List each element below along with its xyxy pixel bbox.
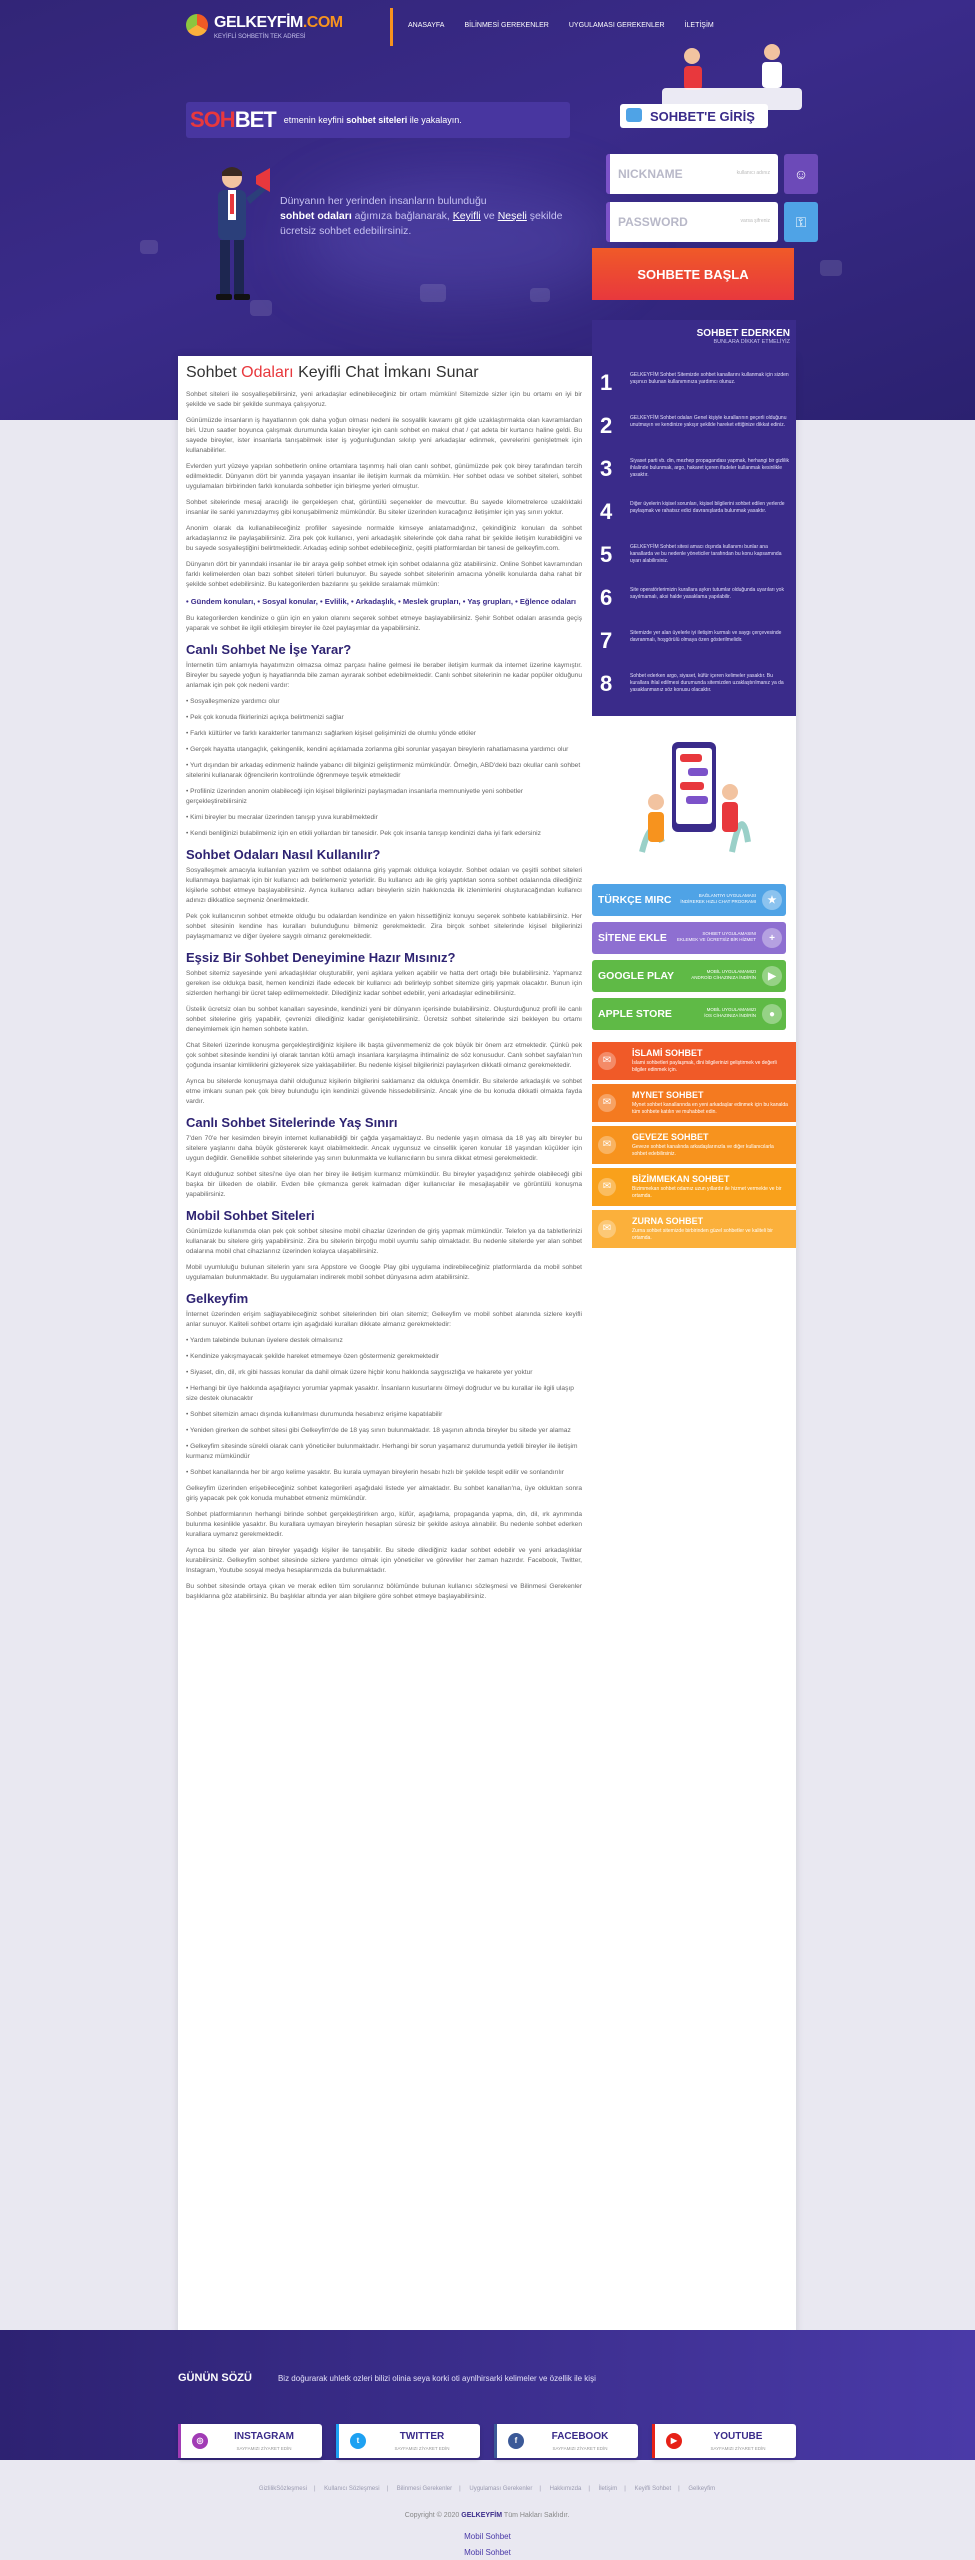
rule-item: 1 GELKEYFİM Sohbet Sitemizde sohbet kanallarını kullanmak için sizden yaşınızı bulunan kullanımınıza yardımcı olunuz. xyxy=(600,370,789,395)
list-item: • Siyaset, din, dil, ırk gibi hassas konular da dahil olmak üzere hiçbir konu hakkında saygısızlığa ve hakarete yer yoktur xyxy=(186,1369,533,1376)
store-link-apple-store[interactable]: APPLE STORE MOBİL UYGULAMAMIZI İOS CİHAZINIZA İNDİRİN ● xyxy=(592,998,786,1030)
paragraph: Bu sohbet sitesinde ortaya çıkan ve merak edilen tüm sorularınız bölümünde bulunan kullanıcı sözleşmesi ve Bilinmesi Gerekenler başlıklarına göz atabilirsiniz. Bu başlıklar altında yer alan bilgilere göre sohbet etmeye başlayabilirsiniz. xyxy=(186,1583,582,1600)
phone-chat-illustration xyxy=(632,732,752,872)
start-chat-button[interactable]: SOHBETE BAŞLA xyxy=(592,248,794,300)
megaphone-person-illustration xyxy=(192,158,272,308)
section-heading: Mobil Sohbet Siteleri xyxy=(186,1208,315,1223)
rule-item: 8 Sohbet ederken argo, siyaset, küfür içeren kelimeler yasaktır. Bu kurallara ihlal edilmesi durumunda sitemizden uzaklaştırılmanız ya da yasaklanmanız söz konusu olacaktır. xyxy=(600,671,784,696)
hero-tagline-post: ile yakalayın. xyxy=(407,115,462,125)
footer-link[interactable]: Uygulaması Gerekenler xyxy=(469,2486,533,2492)
rule-item: 3 Siyaset parti vb. din, mezhep propagandası yapmak, herhangi bir gizlilik ihlalinde bulunmak, argo, hakaret içeren ifadeler kullanmak kesinlikle yasaktır. xyxy=(600,456,789,481)
chat-icon: ✉ xyxy=(598,1178,616,1196)
hero-tagline-box xyxy=(186,102,570,138)
paragraph: Üstelik ücretsiz olan bu sohbet kanalları sayesinde, kendinizi yeni bir dünyanın içerisinde bulabilirsiniz. Oluşturduğunuz profil ile canlı sohbet sitelerine giriş yapabilir, çevrenizi dilediğiniz kadar genişletebilirsiniz. Ücretsiz sohbet sitelerinde sizi bekleyen bu ortamı deneyimlemek için hemen sohbete katılın. xyxy=(186,1006,582,1033)
hero-tagline xyxy=(284,115,462,125)
store-link-turkce-mirc[interactable]: TÜRKÇE MIRC BAĞLANTIYI UYGULAMASI İNDİREREK HIZLI CHAT PROGRAMI ★ xyxy=(592,884,786,916)
facebook-icon: f xyxy=(508,2433,524,2449)
channel-zurna[interactable]: ✉ ZURNA SOHBET Zurna sohbet sitemizde birbirinden güzel sohbetler ve kaliteli bir ortamda. xyxy=(592,1210,796,1250)
star-icon: ★ xyxy=(762,890,782,910)
benefit-list xyxy=(186,697,582,839)
social-links xyxy=(178,2424,796,2462)
list-item: • Yardım talebinde bulunan üyelere destek olmalısınız xyxy=(186,1337,343,1344)
list-item: • Kendinize yakışmayacak şekilde hareket etmemeye özen göstermeniz gerekmektedir xyxy=(186,1353,439,1360)
chat-icon: ✉ xyxy=(598,1094,616,1112)
password-hint: varsa şifreniz xyxy=(740,218,770,224)
list-item: • Sosyalleşmenize yardımcı olur xyxy=(186,698,280,705)
logo-brand: GELKEYFİM xyxy=(214,14,303,31)
rules-title: SOHBET EDERKEN xyxy=(696,328,790,339)
hero-brand xyxy=(190,107,276,133)
nav-item-rules[interactable]: UYGULAMASI GEREKENLER xyxy=(568,22,665,29)
quote-text: Biz doğurarak uhletk ozleri bilizi olinia seya korki oti aynlhirsarki kelimeler ve özellik ile kişi xyxy=(277,2373,596,2383)
paragraph: İnternetin tüm anlamıyla hayatımızın olmazsa olmaz parçası haline gelmesi ile beraber iletişim kurmak da internet üzerine kaymıştır. Bireyler bu sayede yoğun iş hayatlarında bile zaman ayırarak sohbet edebilmektedir. Canlı sohbet sitelerinin ne kadar popüler olduğunu anlamak için pek çok nedeni vardır: xyxy=(186,662,582,689)
section-heading: Canlı Sohbet Sitelerinde Yaş Sınırı xyxy=(186,1115,398,1130)
hero-tagline-bold: sohbet siteleri xyxy=(346,115,408,125)
rules-header xyxy=(697,328,790,345)
quote-of-day xyxy=(178,2372,596,2384)
article xyxy=(186,364,582,1608)
paragraph: Anonim olarak da kullanabileceğiniz profiller sayesinde normalde kimseye anlatamadığınız, çekindiğiniz konuları da sohbet arkadaşlarınız ile paylaşabilirsiniz. Zira pek çok kullanıcı, yeni arkadaşlık sitelerinde çok daha rahat bir şekilde iletişim kurabildiğini ve bu sayede sosyalleştiğini belirtmektedir. Arkadaş edinip sohbet edebileceğiniz, çeşitli platformlardan bir tanesi de gelkeyfim.com. xyxy=(186,525,582,552)
people-illustration xyxy=(662,40,802,110)
chat-icon xyxy=(626,108,642,122)
paragraph: Dünyanın dört bir yanındaki insanlar ile bir araya gelip sohbet etmek için sohbet odalarına göz atabilirsiniz. Online Sohbet kavramından farklı kelimelerden olan bazı sohbet siteleri türleri bulunuyor. Bu sayede sohbet sitelerinin amacına yönelik konularda daha rahat bir şekilde sohbet edebilirsiniz. Bu kategorilerden bazılarını şu şekilde sıralamak mümkün: xyxy=(186,561,582,588)
channel-islami[interactable]: ✉ İSLAMİ SOHBET İslami sohbetleri paylaşmak, dini bilgilerinizi geliştirmek ve değerli bilgiler edinmek için. xyxy=(592,1042,796,1082)
hero-brand-a: SOH xyxy=(190,107,235,132)
list-item: • Farklı kültürler ve farklı karakterler tanımanızı sağlarken kişisel gelişiminizi de olumlu yönde etkiler xyxy=(186,730,476,737)
section-heading: Eşsiz Bir Sohbet Deneyimine Hazır Mısınız? xyxy=(186,950,456,965)
android-icon: ▶ xyxy=(762,966,782,986)
paragraph: Mobil uyumluluğu bulunan sitelerin yanı sıra Appstore ve Google Play gibi uygulama indirebileceğiniz platformlarda da mobil sohbet uygulamaları bulunmaktadır. Bu uygulamaları indirerek mobil sohbet dünyasına adım atabilirsiniz. xyxy=(186,1264,582,1281)
main-nav xyxy=(408,22,714,29)
paragraph: Chat Siteleri üzerinde konuşma gerçekleştirdiğiniz kişilere ilk başta güvenmemeniz de çok büyük bir önem arz etmektedir. Çünkü pek çok sohbet sitesinde kendini iyi olarak tanıtan kötü amaçlı insanlara karşılaşma ihtimaliniz de söz konusudur. Canlı sohbet sayfaları'nın çoğunda insanlar kimliklerini gizleyerek size yaklaşabilirler. Bu nedenle kişisel bilgilerinizi paylaşırken dikkatli olmanız gerekmektedir. xyxy=(186,1042,582,1069)
section-heading: Gelkeyfim xyxy=(186,1291,249,1306)
chat-icon: ✉ xyxy=(598,1220,616,1238)
rules-list xyxy=(186,1336,582,1478)
list-item: • Yurt dışından bir arkadaş edinmeniz halinde yabancı dil bilginizi geliştirmeniz mümkündür. Örneğin, ABD'deki bazı okullar canlı sohbet sitelerini kullanarak öğrencilerin kontrolünde öğrenmeye teşvik etmektedir xyxy=(186,762,581,779)
paragraph: Kayıt olduğunuz sohbet sitesi'ne üye olan her birey ile iletişim kurmanız mümkündür. Bu bireyler yaşadığınız şehirde olabileceği gibi başka bir ülkeden de olabilir. Evden bile çıkmanıza gerek kalmadan diğer kullanıcılar ile mesajlaşabilir ve görüntülü konuşma yapabilirsiniz. xyxy=(186,1171,582,1198)
paragraph: Sosyalleşmek amacıyla kullanılan yazılım ve sohbet odalarına giriş yapmak oldukça kolaydır. Sohbet odaları ve çeşitli sohbet siteleri kullanmaya başlamak için bir kullanıcı adı belirlemeniz yeterlidir. Bu kullanıcı adı ile giriş yaptıktan sonra sohbet odalarında dilediğiniz kişilerle sohbet etmeye başlayabilirsiniz. Ayrıca kullanıcı adları bireylerin sizin hakkınızda ilk izlenimlerini oluşturacağından kullanıcı adınızı dikkatlice seçmeniz önerilmektedir. xyxy=(186,867,582,904)
social-instagram[interactable]: ◎ INSTAGRAM SAYFAMIZI ZİYARET EDİN xyxy=(178,2424,322,2458)
paragraph: Gelkeyfim üzerinden erişebileceğiniz sohbet kategorileri aşağıdaki listede yer almaktadır. Bu sohbet kanalları'na, üye olduktan sonra giriş yapacak pek çok konuda muhabbet etmeniz mümkündür. xyxy=(186,1485,582,1502)
channel-mynet[interactable]: ✉ MYNET SOHBET Mynet sohbet kanallarında en yeni arkadaşlar edinmek için bu kanalda tüm sohbete katılın ve muhabbet edin. xyxy=(592,1084,796,1124)
footer-link[interactable]: GizlilikSözleşmesi xyxy=(258,2486,307,2492)
nav-item-contact[interactable]: İLETİŞİM xyxy=(684,22,714,29)
paragraph: Bu kategorilerden kendinize o gün için en yakın olanını seçerek sohbet etmeye başlayabilirsiniz. Şehir Sohbet odaları arasında geçiş yaparak ve sohbet ile ilgili etkileşim bireyler ile özel paylaşımlar da yapabilirsiniz. xyxy=(186,615,582,632)
list-item: • Kimi bireyler bu mecralar üzerinden tanışıp yuva kurabilmektedir xyxy=(186,814,378,821)
top-bar xyxy=(178,8,796,44)
channel-bizimmekan[interactable]: ✉ BİZİMMEKAN SOHBET Bizimmekan sohbet odamız uzun yıllardır ile hizmet vermekte ve bir ortamda. xyxy=(592,1168,796,1208)
footer-link[interactable]: Bilinmesi Gerekenler xyxy=(396,2486,453,2492)
list-item: • Gerçek hayatta utangaçlık, çekingenlik, kendini açıklamada zorlanma gibi sorunlar yaşayan bireylerin rahatlamasına yardımcı olur xyxy=(186,746,569,753)
paragraph: Günümüzde insanların iş hayatlarının çok daha yoğun olması nedeni ile sosyallik kavramı git gide uzaklaştırmakta olan kavramlardan biri. Uzun saatler boyunca çalışmak durumunda kalan bireyler için canlı sohbet en makul chat / çat adeta bir kurtarıcı haline geldi. Bu sayede bireyler, ister insanlarla tanışabilmek ister iş yoğunluğundan sıkılıp yeni arkadaşlar edinmek, çevrelerini genişletmek için kullanabilirler. xyxy=(186,417,582,454)
list-item: • Kendi benliğinizi bulabilmeniz için en etkili yollardan bir tanesidir. Pek çok insanla tanışıp kendinizi daha iyi fark edersiniz xyxy=(186,830,541,837)
apple-icon: ● xyxy=(762,1004,782,1024)
hero-brand-b: BET xyxy=(234,107,276,132)
paragraph: Ayrıca bu sitede yer alan bireyler yaşadığı kişiler ile tanışabilir. Bu sitede dilediğiniz kadar sohbet edebilir ve yeni arkadaşlıklar kurabilirsiniz. Gelkeyfim sohbet sitesinde sizlere yardımcı olmak için yöneticiler ve görevliler her zaman hazırdır. Facebook, Twitter, Instagram, Youtube sosyal medya hesaplarımızda da bulunmaktadır. xyxy=(186,1547,582,1574)
instagram-icon: ◎ xyxy=(192,2433,208,2449)
chat-bubble-decor xyxy=(140,240,158,254)
footer-link[interactable]: Hakkımızda xyxy=(549,2486,582,2492)
chat-icon: ✉ xyxy=(598,1136,616,1154)
hero-line-3: ücretsiz sohbet edebilirsiniz. xyxy=(280,225,412,237)
rule-item: 7 Sitemizde yer alan üyelerle iyi iletişim kurmalı ve saygı çerçevesinde davranmalı, hoşgörülü olmaya özen gösterilmelidir. xyxy=(600,628,782,653)
list-item: • Yeniden girerken de sohbet sitesi gibi Gelkeyfim'de de 18 yaş sınırı bulunmaktadır. 18 yaşının altında bireyler bu sitede yer alamaz xyxy=(186,1427,571,1434)
list-item: • Herhangi bir üye hakkında aşağılayıcı yorumlar yapmak yasaktır. İnsanların kusurlarını ölmeyi doğrudur ve bu kurallar ile ilgili ulaşıp size destek olunacaktır xyxy=(186,1385,574,1402)
rule-item: 4 Diğer üyelerin kişisel sorunları, kişisel bilgilerini sohbet edilen yerlerde paylaşmak ve rahatsız edici davranışlarda bulunmak yasaktır. xyxy=(600,499,785,524)
hero-tagline-pre: etmenin keyfini xyxy=(283,115,347,125)
chat-bubble-decor xyxy=(530,288,550,302)
channel-geveze[interactable]: ✉ GEVEZE SOHBET Geveze sohbet kanalında arkadaşlarınızla ve diğer kullanıcılarla sohbet edebilirsiniz. xyxy=(592,1126,796,1166)
chat-bubble-decor xyxy=(420,284,446,302)
youtube-icon: ▶ xyxy=(666,2433,682,2449)
copyright: Copyright © 2020 GELKEYFİM Tüm Hakları Saklıdır. xyxy=(404,2512,570,2519)
footer-links: GizlilikSözleşmesi | Kullanıcı Sözleşmesi | Bilinmesi Gerekenler | Uygulaması Gerekenler | Hakkımızda | İletişim | Keyifli Sohbet | Gelkeyfim xyxy=(258,2486,716,2492)
nickname-input[interactable] xyxy=(606,154,778,194)
paragraph: Günümüzde kullanımda olan pek çok sohbet sitesine mobil cihazlar üzerinden de giriş yapmak mümkündür. Telefon ya da tabletlerinizi kullanarak bu sitelere giriş yapabilirsiniz. Zira bu sitelerin birçoğu mobil uyumlu sahip olmaktadır. Bu nedenle sitelerde yer alan sohbet odalarına mobil chat cihazlarınız üzerinden kolayca ulaşabilirsiniz. xyxy=(186,1228,582,1255)
social-facebook[interactable]: f FACEBOOK SAYFAMIZI ZİYARET EDİN xyxy=(494,2424,638,2458)
footer-link[interactable]: Keyifli Sohbet xyxy=(634,2486,672,2492)
main-panel xyxy=(178,328,796,2366)
rules-subtitle: BUNLARA DİKKAT ETMELİYİZ xyxy=(713,339,790,345)
rule-item: 6 Site operatörlerimizin kurallara aykırı tutumlar olduğunda uyarıları yok sayılmamalı, aksi halde yasaklama yapılabilir. xyxy=(600,585,784,610)
logo-icon xyxy=(186,14,208,36)
paragraph: Pek çok kullanıcının sohbet etmekte olduğu bu odalardan kendinize en yakın hissettiğiniz konuyu seçerek sohbete katılabilirsiniz. Her sohbet sitesinin kendine has kuralları bulunduğunu bilmeniz gerekmektedir. Zira birçok sohbet sitelerinde kişisel bilgilerinizi paylaşmamanız ve diğer üyelere saygılı olmanız gerekmektedir. xyxy=(186,913,582,940)
footer-link[interactable]: İletişim xyxy=(598,2486,618,2492)
rule-item: 5 GELKEYFİM Sohbet sitesi amacı dışında kullanımı bunlar ana kanallarda ve bu nedenle yöneticiler tarafından bu konu kapsamında uyarı alabilirsiniz. xyxy=(600,542,782,567)
list-item: • Profiliniz üzerinden anonim olabileceği için kişisel bilgilerinizi paylaşmadan insanlarla memnuniyetle yeni sohbetler gerçekleştirebilirsiniz xyxy=(186,788,523,805)
mobile-link[interactable]: Mobil Sohbet xyxy=(464,2548,511,2557)
nav-divider xyxy=(390,8,393,46)
nav-item-need-to-know[interactable]: BİLİNMESİ GEREKENLER xyxy=(464,22,549,29)
rules-box xyxy=(592,320,796,716)
nav-item-home[interactable]: ANASAYFA xyxy=(408,22,445,29)
plus-icon: + xyxy=(762,928,782,948)
social-twitter[interactable]: t TWITTER SAYFAMIZI ZİYARET EDİN xyxy=(336,2424,480,2458)
paragraph: Sohbet sitemiz sayesinde yeni arkadaşlıklar oluşturabilir, yeni aşklara yelken açabilir ve hatta dert ortağı bile bulabilirsiniz. Yapmanız gereken ise oldukça basit, hemen kendinizi ifade edecek bir kullanıcı adı belirleyip sohbet sitemize giriş yapmak olacaktır. Bunun için sizlerden herhangi bir ücret talep edilmemektedir. Dilediğiniz kadar sohbet edebilir, yeni arkadaşlar edinebilirsiniz. xyxy=(186,970,582,997)
footer-link[interactable]: Gelkeyfim xyxy=(688,2486,716,2492)
paragraph: Sohbet sitelerinde mesaj aracılığı ile gerçekleşen chat, görüntülü seçenekler de mevcuttur. Bu sayede kilometrelerce uzaklıktaki insanlar ile sanki yanınızdaymış gibi konuşabilmeniz mümkündür. Bu siteler üzerinden kuracağınız iletişimler için yaş sınırı yoktur. xyxy=(186,499,582,516)
login-title: SOHBET'E GİRİŞ xyxy=(620,104,768,128)
user-icon: ☺ xyxy=(784,154,818,194)
section-heading: Sohbet Odaları Nasıl Kullanılır? xyxy=(186,847,381,862)
paragraph: Sohbet siteleri ile sosyalleşebilirsiniz, yeni arkadaşlar edinebileceğiniz bir ortam mümkün! Sitemizde sizler için bu ortamı en iyi bir şekilde ve sade bir şekilde sunmaya çalışıyoruz. xyxy=(186,391,582,408)
paragraph: Sohbet platformlarının herhangi birinde sohbet gerçekleştirirken argo, küfür, aşağılama, propaganda yapma, din, dil, ırk ayrımında bulunma kesinlikle yasaktır. Bu kurallara uymayan bireylerin hesapları süresiz bir şekilde askıya alınabilir. Bu nedenle sohbet ederken kurallara uymanız gerekmektedir. xyxy=(186,1511,582,1538)
mobile-link[interactable]: Mobil Sohbet xyxy=(464,2532,511,2541)
footer-link[interactable]: Kullanıcı Sözleşmesi xyxy=(324,2486,380,2492)
nickname-hint: kullanıcı adınız xyxy=(736,170,770,176)
rule-item: 2 GELKEYFİM Sohbet odaları Genel kişiyle kurallarının geçerli olduğunu unutmayın ve kendinize yakışır şekilde hareket ettiğinize dikkat ediniz. xyxy=(600,413,787,438)
nickname-placeholder: NICKNAME xyxy=(618,167,683,181)
paragraph: İnternet üzerinden erişim sağlayabileceğiniz sohbet sitelerinden biri olan sitemiz; Gelkeyfim ve mobil sohbet alanında sizlere keyifli anlar sunuyor. Kaliteli sohbet ortamı için aşağıdaki kuralları dikkate almanız gerekmektedir: xyxy=(186,1311,582,1328)
hero-line-1: Dünyanın her yerinden insanların bulunduğu xyxy=(280,195,487,207)
social-youtube[interactable]: ▶ YOUTUBE SAYFAMIZI ZİYARET EDİN xyxy=(652,2424,796,2458)
hero-line-2: sohbet odaları ağımıza bağlanarak, Keyifli ve Neşeli şekilde xyxy=(280,210,563,222)
lock-icon: ⚿ xyxy=(784,202,818,242)
paragraph: 7'den 70'e her kesimden bireyin internet kullanabildiği bir çağda yaşamaktayız. Bu nedenle yaşın olmasa da 18 yaş altı bireyler bu sitelere yaşlarını daha büyük göstererek kayıt olabilmektedir. Ancak uygunsuz ve cinsellik içeren konular 18 yaşından küçükler için uygun değildir. Genellikle sohbet sitelerinde yaş sınırı bulunmakta ve kullanıcıların bu sınıra dikkat etmesi gerekmektedir. xyxy=(186,1135,582,1162)
quote-title: GÜNÜN SÖZÜ xyxy=(178,2372,252,2384)
article-title: Sohbet Odaları Keyifli Chat İmkanı Sunar xyxy=(186,364,479,381)
chat-icon: ✉ xyxy=(598,1052,616,1070)
topic-list: • Gündem konuları, • Sosyal konular, • Evlilik, • Arkadaşlık, • Meslek grupları, • Yaş grupları, • Eğlence odaları xyxy=(186,597,576,606)
paragraph: Ayrıca bu sitelerde konuşmaya dahil olduğunuz kişilerin bilgilerini saklamanız da oldukça önemlidir. Bu sitelerde arkadaşlık ve sohbet etme imkanı sunan pek çok birey bulunduğu için kendinizi güvende hissedebilirsiniz. Ancak yine de bu konuda dikkatli olmakta fayda vardır. xyxy=(186,1078,582,1105)
hero-description xyxy=(280,194,580,239)
password-placeholder: PASSWORD xyxy=(618,215,688,229)
paragraph: Evlerden yurt yüzeye yapılan sohbetlerin online ortamlara taşınmış hali olan canlı sohbet, günümüzde pek çok birey tarafından tercih edilmektedir. Dünyanın dört bir yanında yaşayan insanlar ile iletişim kurmak da mümkün. Her sohbet odası ve sohbet siteleri, sohbet uygulamaları birbirinden farklı konularda sohbetler için birleşme yerleri olmuştur. xyxy=(186,463,582,490)
password-input[interactable] xyxy=(606,202,778,242)
list-item: • Pek çok konuda fikirlerinizi açıkça belirtmenizi sağlar xyxy=(186,714,344,721)
chat-bubble-decor xyxy=(820,260,842,276)
store-link-google-play[interactable]: GOOGLE PLAY MOBİL UYGULAMAMIZI ANDROİD CİHAZINIZA İNDİRİN ▶ xyxy=(592,960,786,992)
list-item: • Gelkeyfim sitesinde sürekli olarak canlı yöneticiler bulunmaktadır. Herhangi bir sorun yaşamanız durumunda yetkili bireyler ile iletişim kurmanız mümkündür xyxy=(186,1443,578,1460)
twitter-icon: t xyxy=(350,2433,366,2449)
list-item: • Sohbet kanallarında her bir argo kelime yasaktır. Bu kurala uymayan bireylerin hesabı hızlı bir şekilde tespit edilir ve sonlandırılır xyxy=(186,1469,564,1476)
store-link-add-site[interactable]: SİTENE EKLE SOHBET UYGULAMASINI EKLEMEK VE ÜCRETSİZ BİR HİZMET + xyxy=(592,922,786,954)
list-item: • Sohbet sitemizin amacı dışında kullanılması durumunda hesabınız erişime kapatılabilir xyxy=(186,1411,443,1418)
section-heading: Canlı Sohbet Ne İşe Yarar? xyxy=(186,642,352,657)
logo-domain: .COM xyxy=(302,14,343,31)
login-panel xyxy=(592,90,809,330)
logo-tagline: KEYİFLİ SOHBETİN TEK ADRESİ xyxy=(214,34,306,40)
